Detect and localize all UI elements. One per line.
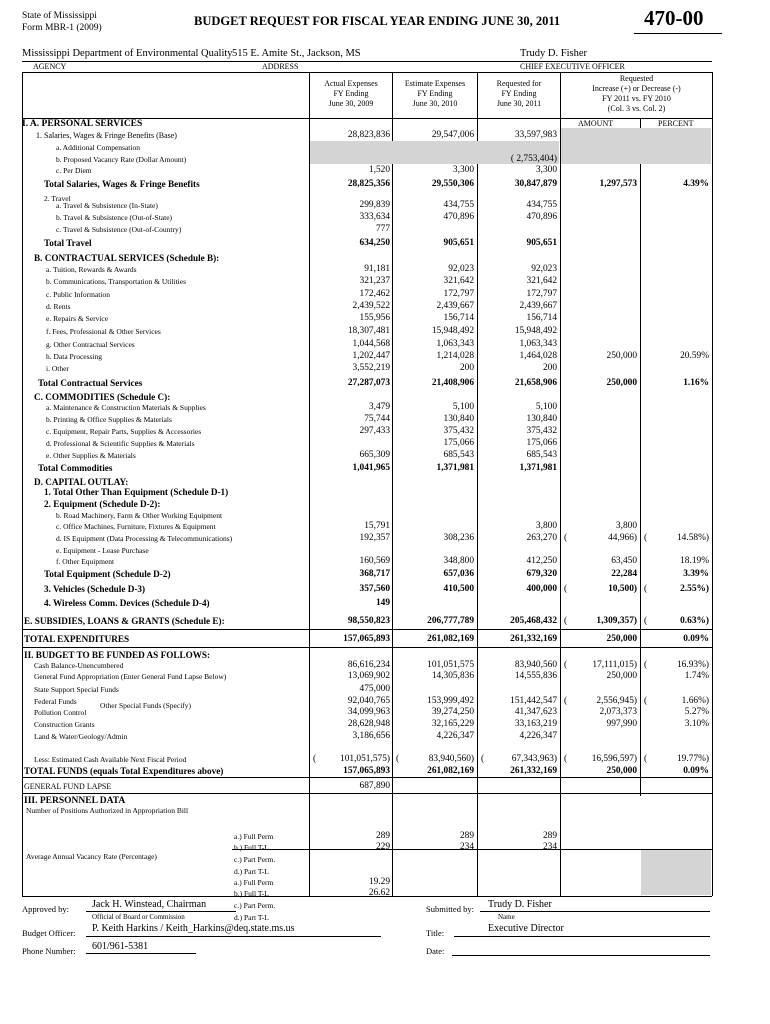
row-value-c1: 2,439,522 xyxy=(352,301,390,311)
row-value-pct: 0.09% xyxy=(683,634,709,644)
amount-header: AMOUNT xyxy=(578,119,614,128)
agency-address: 515 E. Amite St., Jackson, MS xyxy=(232,48,361,59)
row-value-c2: 39,274,250 xyxy=(431,707,474,717)
open-paren: ( xyxy=(644,660,648,670)
row-label: b. Communications, Transportation & Utilities xyxy=(46,277,187,286)
row-value-c2: 321,642 xyxy=(443,276,474,286)
row-value-c3: 261,332,169 xyxy=(510,766,557,776)
approved-caption: Official of Board or Commission xyxy=(92,913,185,921)
row-value-c1: 13,069,902 xyxy=(347,671,390,681)
row-label: B. CONTRACTUAL SERVICES (Schedule B): xyxy=(34,253,220,263)
row-value-pct: 1.16% xyxy=(683,378,709,388)
approved-name[interactable]: Jack H. Winstead, Chairman xyxy=(92,899,207,910)
row-value-c1: 333,634 xyxy=(359,212,390,222)
row-label: b. Printing & Office Supplies & Materials xyxy=(46,415,172,424)
row-value-c3: 1,464,028 xyxy=(519,351,557,361)
personnel-sub-label: a.) Full Perm xyxy=(234,832,274,841)
row-value-c3: 83,940,560 xyxy=(514,660,557,670)
row-value-c1: 34,099,963 xyxy=(347,707,390,717)
row-label: I. A. PERSONAL SERVICES xyxy=(22,119,143,129)
row-value-c1: 192,357 xyxy=(359,533,390,543)
personnel-value-c3: 234 xyxy=(542,842,557,852)
phone-label: Phone Number: xyxy=(22,946,76,956)
shaded-cell xyxy=(641,850,711,895)
row-value-amt: 63,450 xyxy=(611,556,637,566)
budget-officer-value[interactable]: P. Keith Harkins / Keith_Harkins@deq.state.ms.us xyxy=(92,923,295,934)
row-value-c2: 685,543 xyxy=(443,450,474,460)
row-value-c1: 91,181 xyxy=(364,264,390,274)
personnel-sub-label: b.) Full T-L xyxy=(234,889,269,898)
row-value-c1: 28,823,836 xyxy=(347,130,390,140)
row-label: c. Office Machines, Furniture, Fixtures & Equipment xyxy=(56,522,216,531)
row-value-c3: 685,543 xyxy=(526,450,557,460)
open-paren: ( xyxy=(644,584,648,594)
row-value-c3: 434,755 xyxy=(526,200,557,210)
row-value-c2: 200 xyxy=(459,363,474,373)
title-value[interactable]: Executive Director xyxy=(488,923,564,934)
row-value-c3: 1,371,981 xyxy=(519,463,557,473)
row-value-c2: 156,714 xyxy=(443,313,474,323)
row-value-c3: 470,896 xyxy=(526,212,557,222)
row-value-c1: 3,552,219 xyxy=(352,363,390,373)
row-value-amt: 250,000 xyxy=(606,351,637,361)
row-label: f. Fees, Professional & Other Services xyxy=(46,327,161,336)
row-value-c2: 29,550,306 xyxy=(431,179,474,189)
row-value-c1: 1,520 xyxy=(368,165,390,175)
row-value-c1: 687,890 xyxy=(359,781,390,791)
row-label: i. Other xyxy=(46,364,69,373)
row-value-c2: 1,063,343 xyxy=(436,339,474,349)
row-label: Cash Balance-Unencumbered xyxy=(34,661,124,670)
row-label: TOTAL EXPENDITURES xyxy=(24,634,130,644)
row-value-c1: 18,307,481 xyxy=(347,326,390,336)
row-label: Federal Funds xyxy=(34,697,77,706)
row-label: State Support Special Funds xyxy=(34,685,119,694)
row-value-c2: 14,305,836 xyxy=(431,671,474,681)
row-value-c3: 156,714 xyxy=(526,313,557,323)
row-label: Land & Water/Geology/Admin xyxy=(34,732,128,741)
row-value-pct: 1.66%) xyxy=(681,696,709,706)
positions-label: Number of Positions Authorized in Appropriation Bill xyxy=(26,806,189,815)
open-paren: ( xyxy=(396,754,400,764)
row-value-c3: 130,840 xyxy=(526,414,557,424)
row-value-c1: 665,309 xyxy=(359,450,390,460)
row-value-c3: 2,439,667 xyxy=(519,301,557,311)
row-value-c2: 905,651 xyxy=(443,238,474,248)
submitted-label: Submitted by: xyxy=(426,904,474,914)
row-label: a. Travel & Subsistence (In-State) xyxy=(56,201,158,210)
row-value-c1: 92,040,765 xyxy=(347,696,390,706)
row-value-c3: 15,948,492 xyxy=(514,326,557,336)
row-value-c2: 206,777,789 xyxy=(427,616,474,626)
row-label: TOTAL FUNDS (equals Total Expenditures above) xyxy=(24,766,224,776)
row-label: E. SUBSIDIES, LOANS & GRANTS (Schedule E): xyxy=(24,616,225,626)
row-value-c2: 1,371,981 xyxy=(436,463,474,473)
column-header-line: June 30, 2009 xyxy=(328,99,374,108)
row-value-pct: 3.39% xyxy=(683,569,709,579)
row-value-c1: 28,628,948 xyxy=(347,719,390,729)
row-value-c2: 375,432 xyxy=(443,426,474,436)
row-value-c3: 21,658,906 xyxy=(514,378,557,388)
row-value-pct: 2.55%) xyxy=(680,584,709,594)
row-label: Total Contractual Services xyxy=(38,378,143,388)
row-value-amt: 250,000 xyxy=(606,634,637,644)
row-value-amt: 997,990 xyxy=(606,719,637,729)
row-value-amt: 250,000 xyxy=(606,671,637,681)
row-value-c3: 261,332,169 xyxy=(510,634,557,644)
row-value-c1: 155,956 xyxy=(359,313,390,323)
budget-officer-label: Budget Officer: xyxy=(22,928,76,938)
row-value-c1: 149 xyxy=(375,598,390,608)
row-value-c3: 30,847,879 xyxy=(514,179,557,189)
row-label: e. Equipment - Lease Purchase xyxy=(56,546,149,555)
row-value-amt: 1,297,573 xyxy=(599,179,637,189)
row-value-c3: 200 xyxy=(542,363,557,373)
open-paren: ( xyxy=(564,616,568,626)
row-value-c1: 160,569 xyxy=(359,556,390,566)
row-value-c2: 172,797 xyxy=(443,289,474,299)
column-header-line: FY Ending xyxy=(417,89,453,98)
row-value-c3: 1,063,343 xyxy=(519,339,557,349)
row-label: 1. Salaries, Wages & Fringe Benefits (Base) xyxy=(36,131,177,140)
row-value-c2: 83,940,560) xyxy=(428,754,474,764)
row-label: d. IS Equipment (Data Processing & Telecommunications) xyxy=(56,534,233,543)
personnel-sub-label: d.) Part T-L xyxy=(234,867,269,876)
row-value-c3: 905,651 xyxy=(526,238,557,248)
row-value-c1: 172,462 xyxy=(359,289,390,299)
row-label: 1. Total Other Than Equipment (Schedule D-1) xyxy=(44,487,229,497)
row-label: g. Other Contractual Services xyxy=(46,340,135,349)
date-field[interactable] xyxy=(452,955,710,956)
row-label: f. Other Equipment xyxy=(56,557,115,566)
row-value-c2: 92,023 xyxy=(448,264,474,274)
row-value-c2: 32,165,229 xyxy=(431,719,474,729)
row-value-c2: 2,439,667 xyxy=(436,301,474,311)
row-value-c1: 321,237 xyxy=(359,276,390,286)
percent-header: PERCENT xyxy=(658,119,694,128)
personnel-value-c2: 289 xyxy=(459,831,474,841)
row-label: c. Equipment, Repair Parts, Supplies & Accessories xyxy=(46,427,202,436)
row-label: a. Additional Compensation xyxy=(56,143,140,152)
row-value-c3: 92,023 xyxy=(531,264,557,274)
column-header-line: Increase (+) or Decrease (-) xyxy=(592,84,681,93)
column-header-line: Estimate Expenses xyxy=(404,79,466,88)
row-value-c3: 175,066 xyxy=(526,438,557,448)
personnel-sub-label: b.) Full T-L xyxy=(234,843,269,852)
row-label: Total Commodities xyxy=(38,463,113,473)
row-value-c2: 657,036 xyxy=(443,569,474,579)
open-paren: ( xyxy=(313,754,317,764)
open-paren: ( xyxy=(564,754,568,764)
personnel-value-c1: 289 xyxy=(375,831,390,841)
row-value-pct: 0.09% xyxy=(683,766,709,776)
title-label: Title: xyxy=(426,928,445,938)
row-label: Total Salaries, Wages & Fringe Benefits xyxy=(44,179,200,189)
row-value-amt: 17,111,015) xyxy=(592,660,637,670)
chief-officer-name: Trudy D. Fisher xyxy=(520,48,587,59)
row-value-c1: 368,717 xyxy=(359,569,390,579)
row-label: b. Travel & Subsistence (Out-of-State) xyxy=(56,213,173,222)
row-label: 3. Vehicles (Schedule D-3) xyxy=(44,584,146,594)
row-value-c1: 297,433 xyxy=(359,426,390,436)
row-label: General Fund Appropriation (Enter General Fund Lapse Below) xyxy=(34,672,227,681)
row-label: a. Maintenance & Construction Materials & Supplies xyxy=(46,403,206,412)
row-value-c1: 777 xyxy=(375,224,390,234)
row-value-c2: 470,896 xyxy=(443,212,474,222)
row-label: Construction Grants xyxy=(34,720,95,729)
row-value-c3: 14,555,836 xyxy=(514,671,557,681)
row-value-c1: 28,825,356 xyxy=(347,179,390,189)
personnel-value-c1: 26.62 xyxy=(368,888,390,898)
row-value-c3: 205,468,432 xyxy=(510,616,557,626)
row-value-c3: 412,250 xyxy=(526,556,557,566)
row-label: Total Travel xyxy=(44,238,92,248)
open-paren: ( xyxy=(481,754,485,764)
row-label: II. BUDGET TO BE FUNDED AS FOLLOWS: xyxy=(24,650,211,660)
open-paren: ( xyxy=(644,533,648,543)
row-value-pct: 20.59% xyxy=(680,351,709,361)
open-paren: ( xyxy=(564,584,568,594)
row-value-c3: 3,300 xyxy=(535,165,557,175)
row-value-c2: 410,500 xyxy=(443,584,474,594)
form-label: Form MBR-1 (2009) xyxy=(22,23,102,33)
row-value-c1: 1,202,447 xyxy=(352,351,390,361)
row-value-c3: 41,347,623 xyxy=(514,707,557,717)
row-label: c. Public Information xyxy=(46,290,110,299)
row-value-c1: 86,616,234 xyxy=(347,660,390,670)
row-value-c2: 5,100 xyxy=(452,402,474,412)
row-value-c1: 634,250 xyxy=(359,238,390,248)
personnel-sub-label: c.) Part Perm. xyxy=(234,855,276,864)
row-value-c2: 175,066 xyxy=(443,438,474,448)
row-value-c2: 348,800 xyxy=(443,556,474,566)
row-label: Less: Estimated Cash Available Next Fiscal Period xyxy=(34,755,187,764)
personnel-sub-label: d.) Part T-L xyxy=(234,913,269,922)
open-paren: ( xyxy=(564,696,568,706)
row-label: GENERAL FUND LAPSE xyxy=(24,782,112,791)
agency-name: Mississippi Department of Environmental Quality xyxy=(22,48,233,59)
row-value-c2: 261,082,169 xyxy=(427,634,474,644)
row-value-c1: 27,287,073 xyxy=(347,378,390,388)
budget-number-underline xyxy=(634,33,722,34)
row-label: e. Repairs & Service xyxy=(46,314,109,323)
row-value-c3: 3,800 xyxy=(535,521,557,531)
row-value-c3: 33,597,983 xyxy=(514,130,557,140)
agency-caption: AGENCY xyxy=(33,62,67,71)
row-value-c1: 15,791 xyxy=(364,521,390,531)
column-header-line: FY 2011 vs. FY 2010 xyxy=(602,94,671,103)
row-value-c3: 151,442,547 xyxy=(510,696,557,706)
column-header-line: Actual Expenses xyxy=(324,79,378,88)
row-value-pct: 14.58%) xyxy=(676,533,709,543)
open-paren: ( xyxy=(644,696,648,706)
row-value-c3: 679,320 xyxy=(526,569,557,579)
column-header-line: FY Ending xyxy=(333,89,369,98)
row-value-c1: 157,065,893 xyxy=(343,766,390,776)
column-header-line: June 30, 2011 xyxy=(496,99,542,108)
row-value-c3: 400,000 xyxy=(526,584,557,594)
row-value-c3: ( 2,753,404) xyxy=(510,154,557,164)
row-value-c3: 375,432 xyxy=(526,426,557,436)
address-caption: ADDRESS xyxy=(262,62,299,71)
row-value-c2: 1,214,028 xyxy=(436,351,474,361)
row-value-pct: 0.63%) xyxy=(680,616,709,626)
personnel-value-c1: 229 xyxy=(375,842,390,852)
personnel-sub-label: a.) Full Perm xyxy=(234,878,274,887)
row-value-c3: 263,270 xyxy=(526,533,557,543)
column-header-line: (Col. 3 vs. Col. 2) xyxy=(607,104,666,113)
row-value-pct: 16.93%) xyxy=(676,660,709,670)
row-value-amt: 250,000 xyxy=(606,378,637,388)
row-value-pct: 19.77%) xyxy=(676,754,709,764)
row-value-c1: 3,186,656 xyxy=(352,731,390,741)
open-paren: ( xyxy=(564,660,568,670)
row-value-c2: 4,226,347 xyxy=(436,731,474,741)
row-label: Total Equipment (Schedule D-2) xyxy=(44,569,171,579)
row-value-pct: 5.27% xyxy=(684,707,709,717)
row-value-c1: 157,065,893 xyxy=(343,634,390,644)
row-value-pct: 1.74% xyxy=(684,671,709,681)
row-label: d. Professional & Scientific Supplies & Materials xyxy=(46,439,195,448)
row-label: D. CAPITAL OUTLAY: xyxy=(34,477,129,487)
open-paren: ( xyxy=(644,754,648,764)
column-header-line: June 30, 2010 xyxy=(412,99,458,108)
other-special-funds-label: Other Special Funds (Specify) xyxy=(100,701,192,710)
row-value-amt: 250,000 xyxy=(606,766,637,776)
row-value-c2: 153,999,492 xyxy=(427,696,474,706)
column-header-line: Requested xyxy=(619,74,654,83)
personnel-value-c2: 234 xyxy=(459,842,474,852)
row-value-pct: 18.19% xyxy=(680,556,709,566)
row-value-c1: 475,000 xyxy=(359,684,390,694)
officer-caption: CHIEF EXECUTIVE OFFICER xyxy=(520,62,625,71)
column-header-line: FY Ending xyxy=(501,89,537,98)
row-label: b. Road Machinery, Farm & Other Working Equipment xyxy=(56,511,223,520)
row-value-amt: 10,500) xyxy=(608,584,637,594)
row-label: c. Travel & Subsistence (Out-of-Country) xyxy=(56,225,182,234)
row-label: c. Per Diem xyxy=(56,166,92,175)
row-value-c1: 1,041,965 xyxy=(352,463,390,473)
column-header-line: Requested for xyxy=(496,79,542,88)
row-value-amt: 22,284 xyxy=(611,569,637,579)
row-value-amt: 3,800 xyxy=(615,521,637,531)
row-value-amt: 1,309,357) xyxy=(596,616,637,626)
vacancy-label: Average Annual Vacancy Rate (Percentage) xyxy=(26,852,157,861)
row-value-c2: 130,840 xyxy=(443,414,474,424)
row-value-amt: 2,073,373 xyxy=(599,707,637,717)
row-value-c2: 15,948,492 xyxy=(431,326,474,336)
row-label: h. Data Processing xyxy=(46,352,103,361)
row-value-amt: 16,596,597) xyxy=(591,754,637,764)
row-label: C. COMMODITIES (Schedule C): xyxy=(34,392,171,402)
row-value-c3: 5,100 xyxy=(535,402,557,412)
row-value-c2: 308,236 xyxy=(443,533,474,543)
row-value-c3: 67,343,963) xyxy=(511,754,557,764)
personnel-value-c3: 289 xyxy=(542,831,557,841)
row-value-c1: 101,051,575) xyxy=(340,754,390,764)
personnel-title: III. PERSONNEL DATA xyxy=(24,796,126,806)
budget-number: 470-00 xyxy=(644,6,704,30)
row-value-c2: 21,408,906 xyxy=(431,378,474,388)
row-label: 4. Wireless Comm. Devices (Schedule D-4) xyxy=(44,598,210,608)
row-value-c1: 357,560 xyxy=(359,584,390,594)
row-label: a. Tuition, Rewards & Awards xyxy=(46,265,137,274)
row-value-c2: 261,082,169 xyxy=(427,766,474,776)
row-label: d. Rents xyxy=(46,302,71,311)
row-value-c3: 33,163,219 xyxy=(514,719,557,729)
submitted-name[interactable]: Trudy D. Fisher xyxy=(488,899,552,910)
row-value-c1: 3,479 xyxy=(368,402,390,412)
row-value-c2: 29,547,006 xyxy=(431,130,474,140)
row-value-pct: 3.10% xyxy=(684,719,709,729)
row-value-amt: 44,966) xyxy=(608,533,637,543)
row-value-c3: 4,226,347 xyxy=(519,731,557,741)
state-label: State of Mississippi xyxy=(22,11,97,21)
row-label: Pollution Control xyxy=(34,708,87,717)
date-label: Date: xyxy=(426,946,445,956)
open-paren: ( xyxy=(644,616,648,626)
row-value-c1: 299,839 xyxy=(359,200,390,210)
row-value-pct: 4.39% xyxy=(683,179,709,189)
row-value-c1: 98,550,823 xyxy=(347,616,390,626)
row-value-c1: 1,044,568 xyxy=(352,339,390,349)
row-label: 2. Travel xyxy=(44,194,71,203)
row-value-c1: 75,744 xyxy=(364,414,390,424)
row-value-c3: 321,642 xyxy=(526,276,557,286)
page-title: BUDGET REQUEST FOR FISCAL YEAR ENDING JUNE 30, 2011 xyxy=(194,14,561,28)
personnel-sub-label: c.) Part Perm. xyxy=(234,901,276,910)
phone-value[interactable]: 601/961-5381 xyxy=(92,941,149,952)
row-value-amt: 2,556,945) xyxy=(596,696,637,706)
row-value-c3: 172,797 xyxy=(526,289,557,299)
row-value-c2: 434,755 xyxy=(443,200,474,210)
open-paren: ( xyxy=(564,533,568,543)
row-label: 2. Equipment (Schedule D-2): xyxy=(44,499,161,509)
row-label: e. Other Supplies & Materials xyxy=(46,451,136,460)
row-value-c2: 101,051,575 xyxy=(427,660,474,670)
personnel-value-c1: 19.29 xyxy=(368,877,390,887)
row-label: b. Proposed Vacancy Rate (Dollar Amount) xyxy=(56,155,187,164)
name-caption: Name xyxy=(498,913,515,921)
row-value-c2: 3,300 xyxy=(452,165,474,175)
shaded-cell xyxy=(561,128,711,164)
approved-label: Approved by: xyxy=(22,904,69,914)
